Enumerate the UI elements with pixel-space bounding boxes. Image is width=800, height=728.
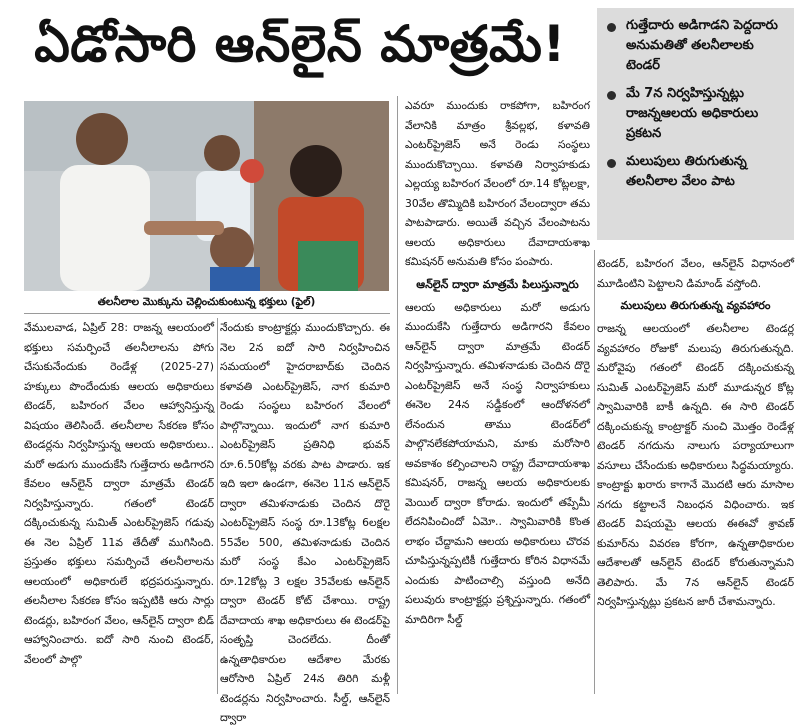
paragraph: వేములవాడ, ఏప్రిల్ 28: రాజన్న ఆలయంలో భక్తులు సమర్పించే తలనీలాలను పోగు చేసుకునేందుకు రెండేళ్ల (2025-27) హక్కులు పొందేందుకు ఆలయ అధికారులు టెండర్, బహిరంగ వేలం ఆహ్వానిస్తున్న విషయం తెలిసిందే. తలనీలాల సేకరణ కోసం టెండర్లను నిర్వహిస్తున్న ఆలయ అధికారులు.. మరో అడుగు ముందుకేసి గుత్తేదారు అడిగారని కేవలం ఆన్‌లైన్ ద్వారా మాత్రమే టెండర్ నిర్వహిస్తున్నారు. గతంలో టెండర్ దక్కించుకున్న సుమిత్ ఎంటర్‌ప్రైజెస్ గడువు ఈ నెల ఏప్రిల్ 11వ తేదీతో ముగిసింది. ప్రస్తుతం భక్తులు సమర్పించే తలనీలాలను ఆలయంలో అధికారులే భద్రపరుస్తున్నారు. తలనీలాల సేకరణ కోసం ఇప్పటికి ఆరు సార్లు టెండర్లు, బహిరంగ వేలం, ఆన్‌లైన్ ద్వారా బిడ్ ఆహ్వానించారు. ఐదో సారి నుంచి టెండర్, వేలంలో పాల్గొ <box>24 321 214 666</box>
highlight-item <box>597 16 794 76</box>
article-column-4 <box>597 254 794 694</box>
highlight-text: మలుపులు తిరుగుతున్న తలనీలాల వేలం పాట <box>626 154 747 189</box>
highlight-item <box>597 84 794 144</box>
divider <box>24 313 390 314</box>
article-column-2 <box>220 318 390 724</box>
divider <box>397 96 398 694</box>
paragraph: ఆలయ అధికారులు మరో అడుగు ముందుకేసి గుత్తేదారు అడిగారని కేవలం ఆన్‌లైన్ ద్వారా మాత్రమే టెండర్ నిర్వహిస్తున్నారు. తమిళనాడుకు చెందిన దొరై ఎంటర్‌ప్రైజెస్ అనే సంస్థ నిర్వాహకులు ఈనెల 24న సడ్డీకంలో ఆందోళనలో లేనందున తాము టెండర్‌లో పాల్గొనలేకపోయామని, మాకు మరోసారి అవకాశం కల్పించాలని రాష్ట్ర దేవాదాయశాఖ కమిషనర్, రాజన్న ఆలయ అధికారులకు మెయిల్ ద్వారా కోరాడు. ఇందులో తప్పేమీ లేదనిపించిందో ఏమో.. స్వామివారికి కొంత లాభం చేద్దామని ఆలయ అధికారులు చొరవ చూపిస్తున్నప్పటికీ గుత్తేదారు కోరిన విధానమే ఎందుకు పాటించాల్సి వస్తుంది అనేది పలువురు కాంట్రాక్టర్లు ప్రశ్నిస్తున్నారు. గతంలో మాదిరిగా సీల్డ్ <box>405 300 590 626</box>
bullet-icon <box>607 159 616 168</box>
paragraph: టెండర్, బహిరంగ వేలం, ఆన్‌లైన్ విధానంలో మూడింటిని పెట్టాలని డిమాండ్ వస్తోంది. <box>597 257 794 290</box>
paragraph: ఎవరూ ముందుకు రాకపోగా, బహిరంగ వేలానికి మాత్రం శ్రీవల్లభ, కళావతి ఎంటర్‌ప్రైజెస్ అనే రెండు సంస్థలు ముందుకొచ్చాయి. కళావతి నిర్వాహకుడు ఎల్లయ్య బహిరంగ వేలంలో రూ.14 కోట్లలక్షా, 30వేల తొమ్మిదికి బహిరంగ వేలంద్వారా తమ పాటపాడారు. అయితే వచ్చిన వేలంపాటను ఆలయ అధికారులు దేవాదాయశాఖ కమిషనర్ అనుమతి కోసం పంపారు. <box>405 99 590 268</box>
article-column-3 <box>405 96 590 694</box>
paragraph: రాజన్న ఆలయంలో తలనీలాల టెండర్ల వ్యవహారం రోజుకో మలుపు తిరుగుతున్నది. మరోవైపు గతంలో టెండర్ దక్కించుకున్న సుమిత్ ఎంటర్‌ప్రైజెస్ మరో మూడున్నర కోట్ల స్వామివారికి బాకీ ఉన్నది. ఈ సారి టెండర్ దక్కించుకున్న కాంట్రాక్టర్ నుంచి మొత్తం రెండేళ్ల టెండర్ నగదును నాలుగు పర్యాయాలుగా వసూలు చేసేందుకు అధికారులు సిద్ధమయ్యారు. కాంట్రాక్టు ఖరారు కాగానే మొదటి ఆరు మాసాల నగదు కట్టాలనే నిబంధన విధించారు. ఇక టెండర్ విషయమై ఆలయ ఈఈవో శ్రావణ్ కుమార్‌ను వివరణ కోరగా, ఉన్నతాధికారుల ఆదేశాలతో ఆన్‌లైన్ టెండర్ కోరుతున్నామని తెలిపారు. మే 7న ఆన్‌లైన్ టెండర్ నిర్వహిస్తున్నట్లు ప్రకటన జారీ చేశామన్నారు. <box>597 322 794 608</box>
headline: ఏడోసారి ఆన్‌లైన్ మాత్రమే! <box>34 14 566 73</box>
divider <box>594 250 595 694</box>
highlights-box <box>597 8 794 240</box>
article-column-1 <box>24 318 214 694</box>
paragraph: నేందుకు కాంట్రాక్టర్లు ముందుకొచ్చారు. ఈ నెల 2న ఐదో సారి నిర్వహించిన సమయంలో హైదరాబాద్‌కు చెందిన కళావతి ఎంటర్‌ప్రైజెస్, నాగ కుమారి రెండు సంస్థలు బహిరంగ వేలంలో పాల్గొన్నాయి. ఇందులో నాగ కుమారి ఎంటర్‌ప్రైజెస్ ప్రతినిధి భువన్ రూ.6.50కోట్ల వరకు పాట పాడారు. ఇక ఇది ఇలా ఉండగా, ఈనెల 11న ఆన్‌లైన్ ద్వారా తమిళనాడుకు చెందిన దొరై ఎంటర్‌ప్రైజెస్ సంస్థ రూ.13కోట్ల 6లక్షల 55వేల 500, తమిళనాడుకు చెందిన మరో సంస్థ కేఎం ఎంటర్‌ప్రైజెస్ రూ.12కోట్ల 3 లక్షల 35వేలకు ఆన్‌లైన్ ద్వారా టెండర్ కోట్ చేశాయి. రాష్ట్ర దేవాదాయ శాఖ అధికారులు ఈ టెండర్‌పై సంతృప్తి చెందలేదు. దీంతో ఉన్నతాధికారుల ఆదేశాల మేరకు ఆరోసారి ఏప్రిల్ 24న తిరిగి మళ్లీ టెండర్లను నిర్వహించారు. సీల్డ్, ఆన్‌లైన్ ద్వారా <box>220 321 390 724</box>
subheading: ఆన్‌లైన్ ద్వారా మాత్రమే పిలుస్తున్నారు <box>416 277 579 291</box>
subheading: మలుపులు తిరుగుతున్న వ్యవహారం <box>620 299 771 312</box>
bullet-icon <box>607 23 616 32</box>
photo-illustration <box>24 101 389 291</box>
highlight-item <box>597 152 794 192</box>
highlight-text: గుత్తేదారు అడిగాడని పెద్దదారు అనుమతితో తలనీలాలకు టెండర్ <box>626 18 778 73</box>
highlight-text: మే 7న నిర్వహిస్తున్నట్లు రాజన్నఆలయ అధికారులు ప్రకటన <box>626 86 759 141</box>
article-photo <box>24 101 389 291</box>
bullet-icon <box>607 91 616 100</box>
divider <box>217 318 218 694</box>
photo-caption: తలనీలాల మొక్కును చెల్లించుకుంటున్న భక్తులు (ఫైల్) <box>97 296 316 308</box>
